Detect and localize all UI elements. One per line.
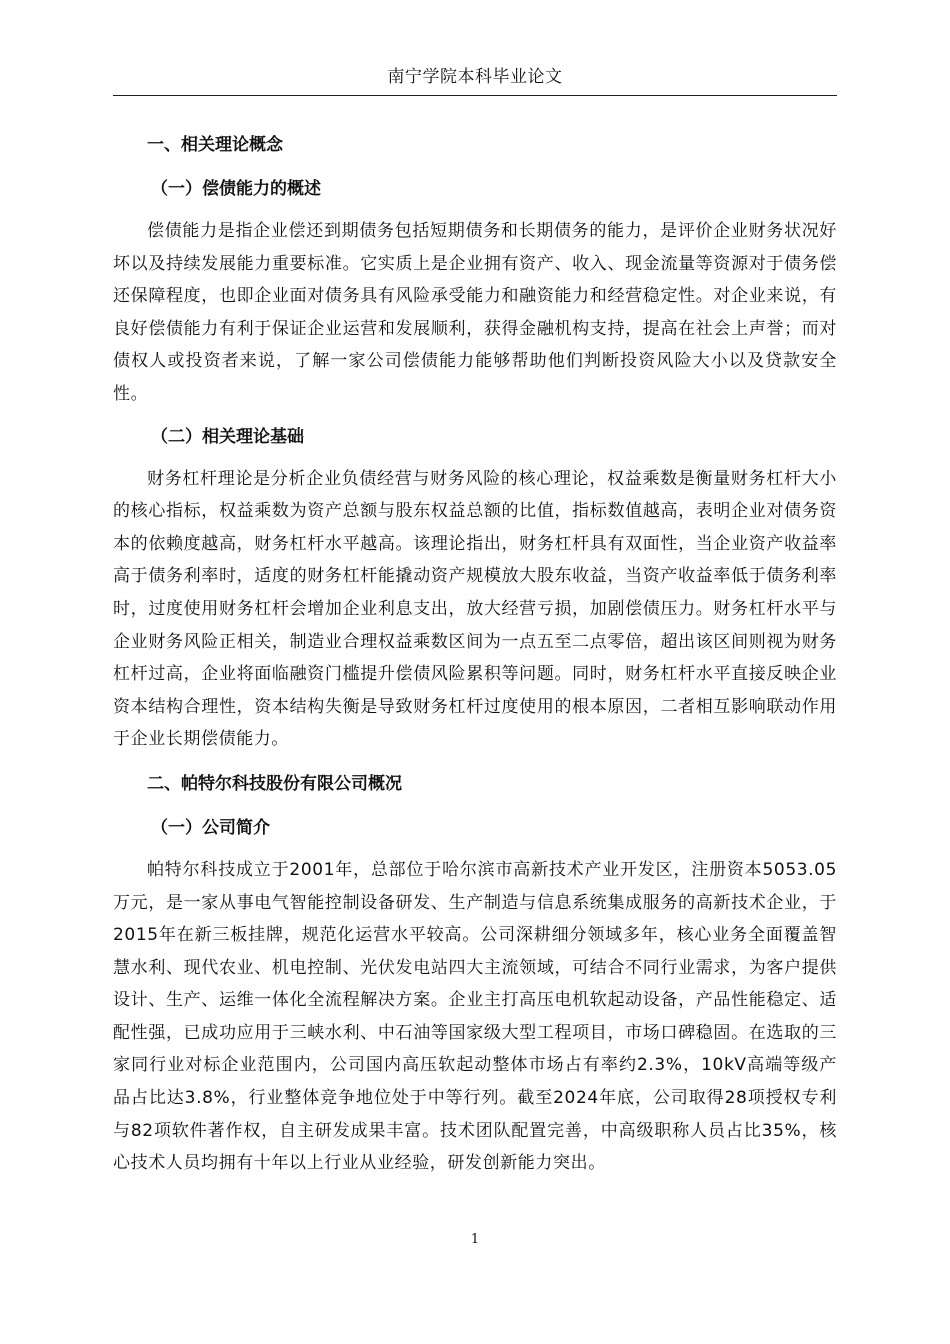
subsection-heading-1-2: （二）相关理论基础 bbox=[151, 426, 304, 447]
page-content bbox=[113, 127, 837, 1180]
running-header: 南宁学院本科毕业论文 bbox=[387, 67, 563, 87]
subsection-heading-1-1: （一）偿债能力的概述 bbox=[151, 179, 321, 199]
subsection-heading-2-1: （一）公司简介 bbox=[151, 817, 270, 838]
section-heading-2: 二、帕特尔科技股份有限公司概况 bbox=[147, 773, 402, 794]
header-rule bbox=[113, 95, 837, 96]
paragraph-company-profile: 帕特尔科技成立于2001年，总部位于哈尔滨市高新技术产业开发区，注册资本5053.05万元，是一家从事电气智能控制设备研发、生产制造与信息系统集成服务的高新技术企业，于2015年在新三板挂牌，规范化运营水平较高。公司深耕细分领域多年，核心业务全面覆盖智慧水利、现代农业、机电控制、光伏发电站四大主流领域，可结合不同行业需求，为客户提供设计、生产、运维一体化全流程解决方案。企业主打高压电机软起动设备，产品性能稳定、适配性强，已成功应用于三峡水利、中石油等国家级大型工程项目，市场口碑稳固。在选取的三家同行业对标企业范围内，公司国内高压软起动整体市场占有率约2.3%，10kV高端等级产品占比达3.8%，行业整体竞争地位处于中等行列。截至2024年底，公司取得28项授权专利与82项软件著作权，自主研发成果丰富。技术团队配置完善，中高级职称人员占比35%，核心技术人员均拥有十年以上行业从业经验，研发创新能力突出。 bbox=[113, 859, 837, 1174]
paragraph-solvency-overview: 偿债能力是指企业偿还到期债务包括短期债务和长期债务的能力，是评价企业财务状况好坏以及持续发展能力重要标准。它实质上是企业拥有资产、收入、现金流量等资源对于债务偿还保障程度，也即企业面对债务具有风险承受能力和融资能力和经营稳定性。对企业来说，有良好偿债能力有利于保证企业运营和发展顺利，获得金融机构支持，提高在社会上声誉；而对债权人或投资者来说，了解一家公司偿债能力能够帮助他们判断投资风险大小以及贷款安全性。 bbox=[113, 221, 837, 404]
page-number: 1 bbox=[470, 1232, 480, 1247]
section-heading-1: 一、相关理论概念 bbox=[147, 135, 283, 155]
paragraph-theory-basis: 财务杠杆理论是分析企业负债经营与财务风险的核心理论，权益乘数是衡量财务杠杆大小的核心指标，权益乘数为资产总额与股东权益总额的比值，指标数值越高，表明企业对债务资本的依赖度越高，财务杠杆水平越高。该理论指出，财务杠杆具有双面性，当企业资产收益率高于债务利率时，适度的财务杠杆能撬动资产规模放大股东收益，当资产收益率低于债务利率时，过度使用财务杠杆会增加企业利息支出，放大经营亏损，加剧偿债压力。财务杠杆水平与企业财务风险正相关，制造业合理权益乘数区间为一点五至二点零倍，超出该区间则视为财务杠杆过高，企业将面临融资门槛提升偿债风险累积等问题。同时，财务杠杆水平直接反映企业资本结构合理性，资本结构失衡是导致财务杠杆过度使用的根本原因，二者相互影响联动作用于企业长期偿债能力。 bbox=[113, 468, 837, 750]
